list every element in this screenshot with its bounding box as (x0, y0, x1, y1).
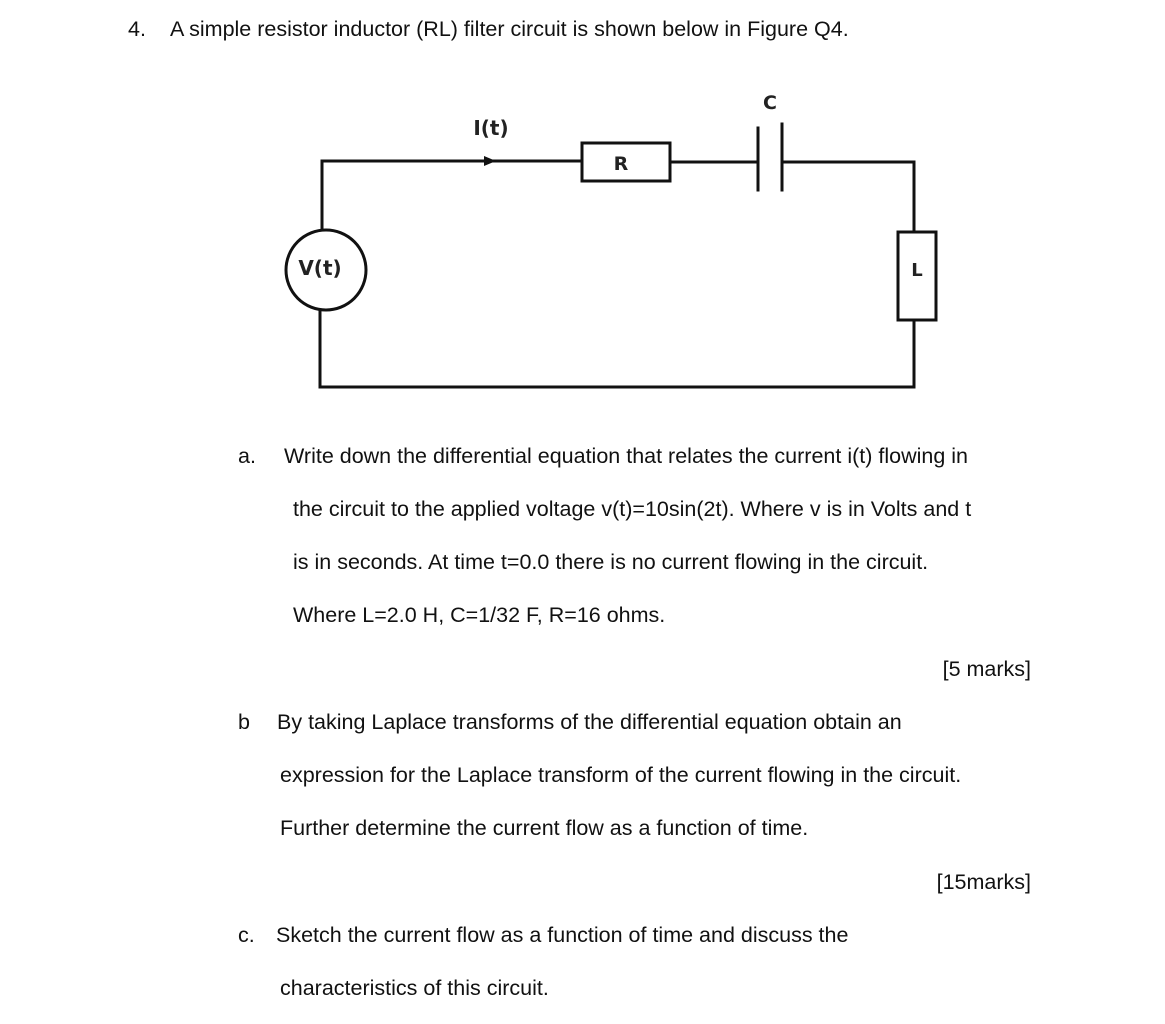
part-b-marker: b (238, 710, 250, 734)
part-c-line-1: Sketch the current flow as a function of time and discuss the (276, 923, 849, 947)
current-arrow-icon (484, 156, 496, 166)
part-b-marks: [15marks] (936, 870, 1031, 894)
part-a-marker: a. (238, 444, 256, 468)
part-b-line-2: expression for the Laplace transform of the current flowing in the circuit. (280, 763, 962, 787)
part-a-line-4: Where L=2.0 H, C=1/32 F, R=16 ohms. (293, 603, 666, 627)
part-c-marker: c. (238, 923, 255, 947)
current-label: I(t) (473, 116, 509, 140)
source-label: V(t) (298, 256, 342, 280)
part-b-line-3: Further determine the current flow as a function of time. (280, 816, 809, 840)
resistor-label: R (613, 153, 629, 175)
part-a-line-2: the circuit to the applied voltage v(t)=10sin(2t). Where v is in Volts and t (293, 497, 972, 521)
question-intro: A simple resistor inductor (RL) filter circuit is shown below in Figure Q4. (170, 17, 849, 41)
capacitor-label: C (763, 92, 777, 114)
part-a-line-1: Write down the differential equation that relates the current i(t) flowing in (284, 444, 968, 468)
question-number: 4. (128, 17, 146, 41)
part-a-line-3: is in seconds. At time t=0.0 there is no current flowing in the circuit. (293, 550, 929, 574)
part-c-line-2: characteristics of this circuit. (280, 976, 549, 1000)
inductor-label: L (911, 260, 923, 281)
part-a-marks: [5 marks] (942, 657, 1031, 681)
part-b-line-1: By taking Laplace transforms of the differential equation obtain an (277, 710, 902, 734)
circuit-diagram (0, 0, 1165, 420)
